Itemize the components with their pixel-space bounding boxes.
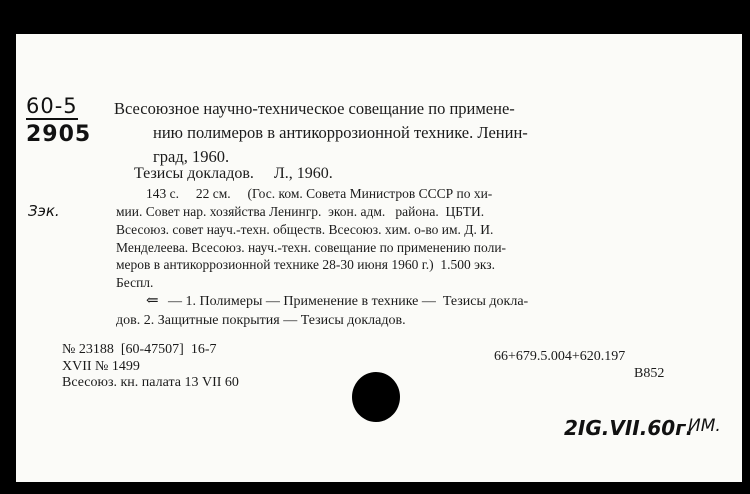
- registry-line-1: № 23188 [60-47507] 16-7: [62, 342, 217, 357]
- catalog-card: [16, 34, 742, 482]
- punched-hole: [352, 372, 400, 422]
- subject-line-2: дов. 2. Защитные покрытия — Тезисы докладов.: [116, 313, 406, 328]
- handwritten-code-top: 60-5: [26, 94, 78, 118]
- description-line-6: Беспл.: [116, 275, 154, 290]
- description-line-2: мии. Совет нар. хозяйства Ленингр. экон. адм. района. ЦБТИ.: [116, 204, 485, 219]
- description-line-5: меров в антикоррозионной технике 28-30 июня 1960 г.) 1.500 экз.: [116, 257, 495, 272]
- title-line-2: нию полимеров в антикоррозионной технике. Ленин-: [153, 123, 528, 142]
- subject-line-1: — 1. Полимеры — Применение в технике — Тезисы доклa-: [168, 294, 529, 309]
- imprint-line: Тезисы докладов. Л., 1960.: [134, 165, 333, 182]
- title-line-1: Всесоюзное научно-техническое совещание по примене-: [114, 99, 515, 118]
- code-divider-line: [26, 118, 78, 120]
- registry-line-3: Всесоюз. кн. палата 13 VII 60: [62, 375, 239, 390]
- shelf-code: B852: [634, 366, 665, 381]
- description-line-1: 143 с. 22 см. (Гос. ком. Совета Министров СССР по хи-: [146, 186, 493, 201]
- description-line-3: Всесоюз. совет науч.-техн. обществ. Всесоюз. хим. о-во им. Д. И.: [116, 222, 494, 237]
- title-line-3: град, 1960.: [153, 147, 230, 166]
- handwritten-margin-note: Зэк.: [28, 202, 60, 220]
- handwritten-date: 2IG.VII.60г.: [564, 416, 694, 440]
- handwritten-code-bottom: 2905: [26, 122, 92, 147]
- description-line-4: Менделеева. Всесоюз. науч.-техн. совещание по применению поли-: [116, 240, 507, 255]
- registry-line-2: XVII № 1499: [62, 359, 140, 374]
- handwritten-initials: ИМ.: [688, 416, 721, 436]
- subject-arrow: ⇐: [146, 293, 159, 309]
- classification-code: 66+679.5.004+620.197: [494, 349, 626, 364]
